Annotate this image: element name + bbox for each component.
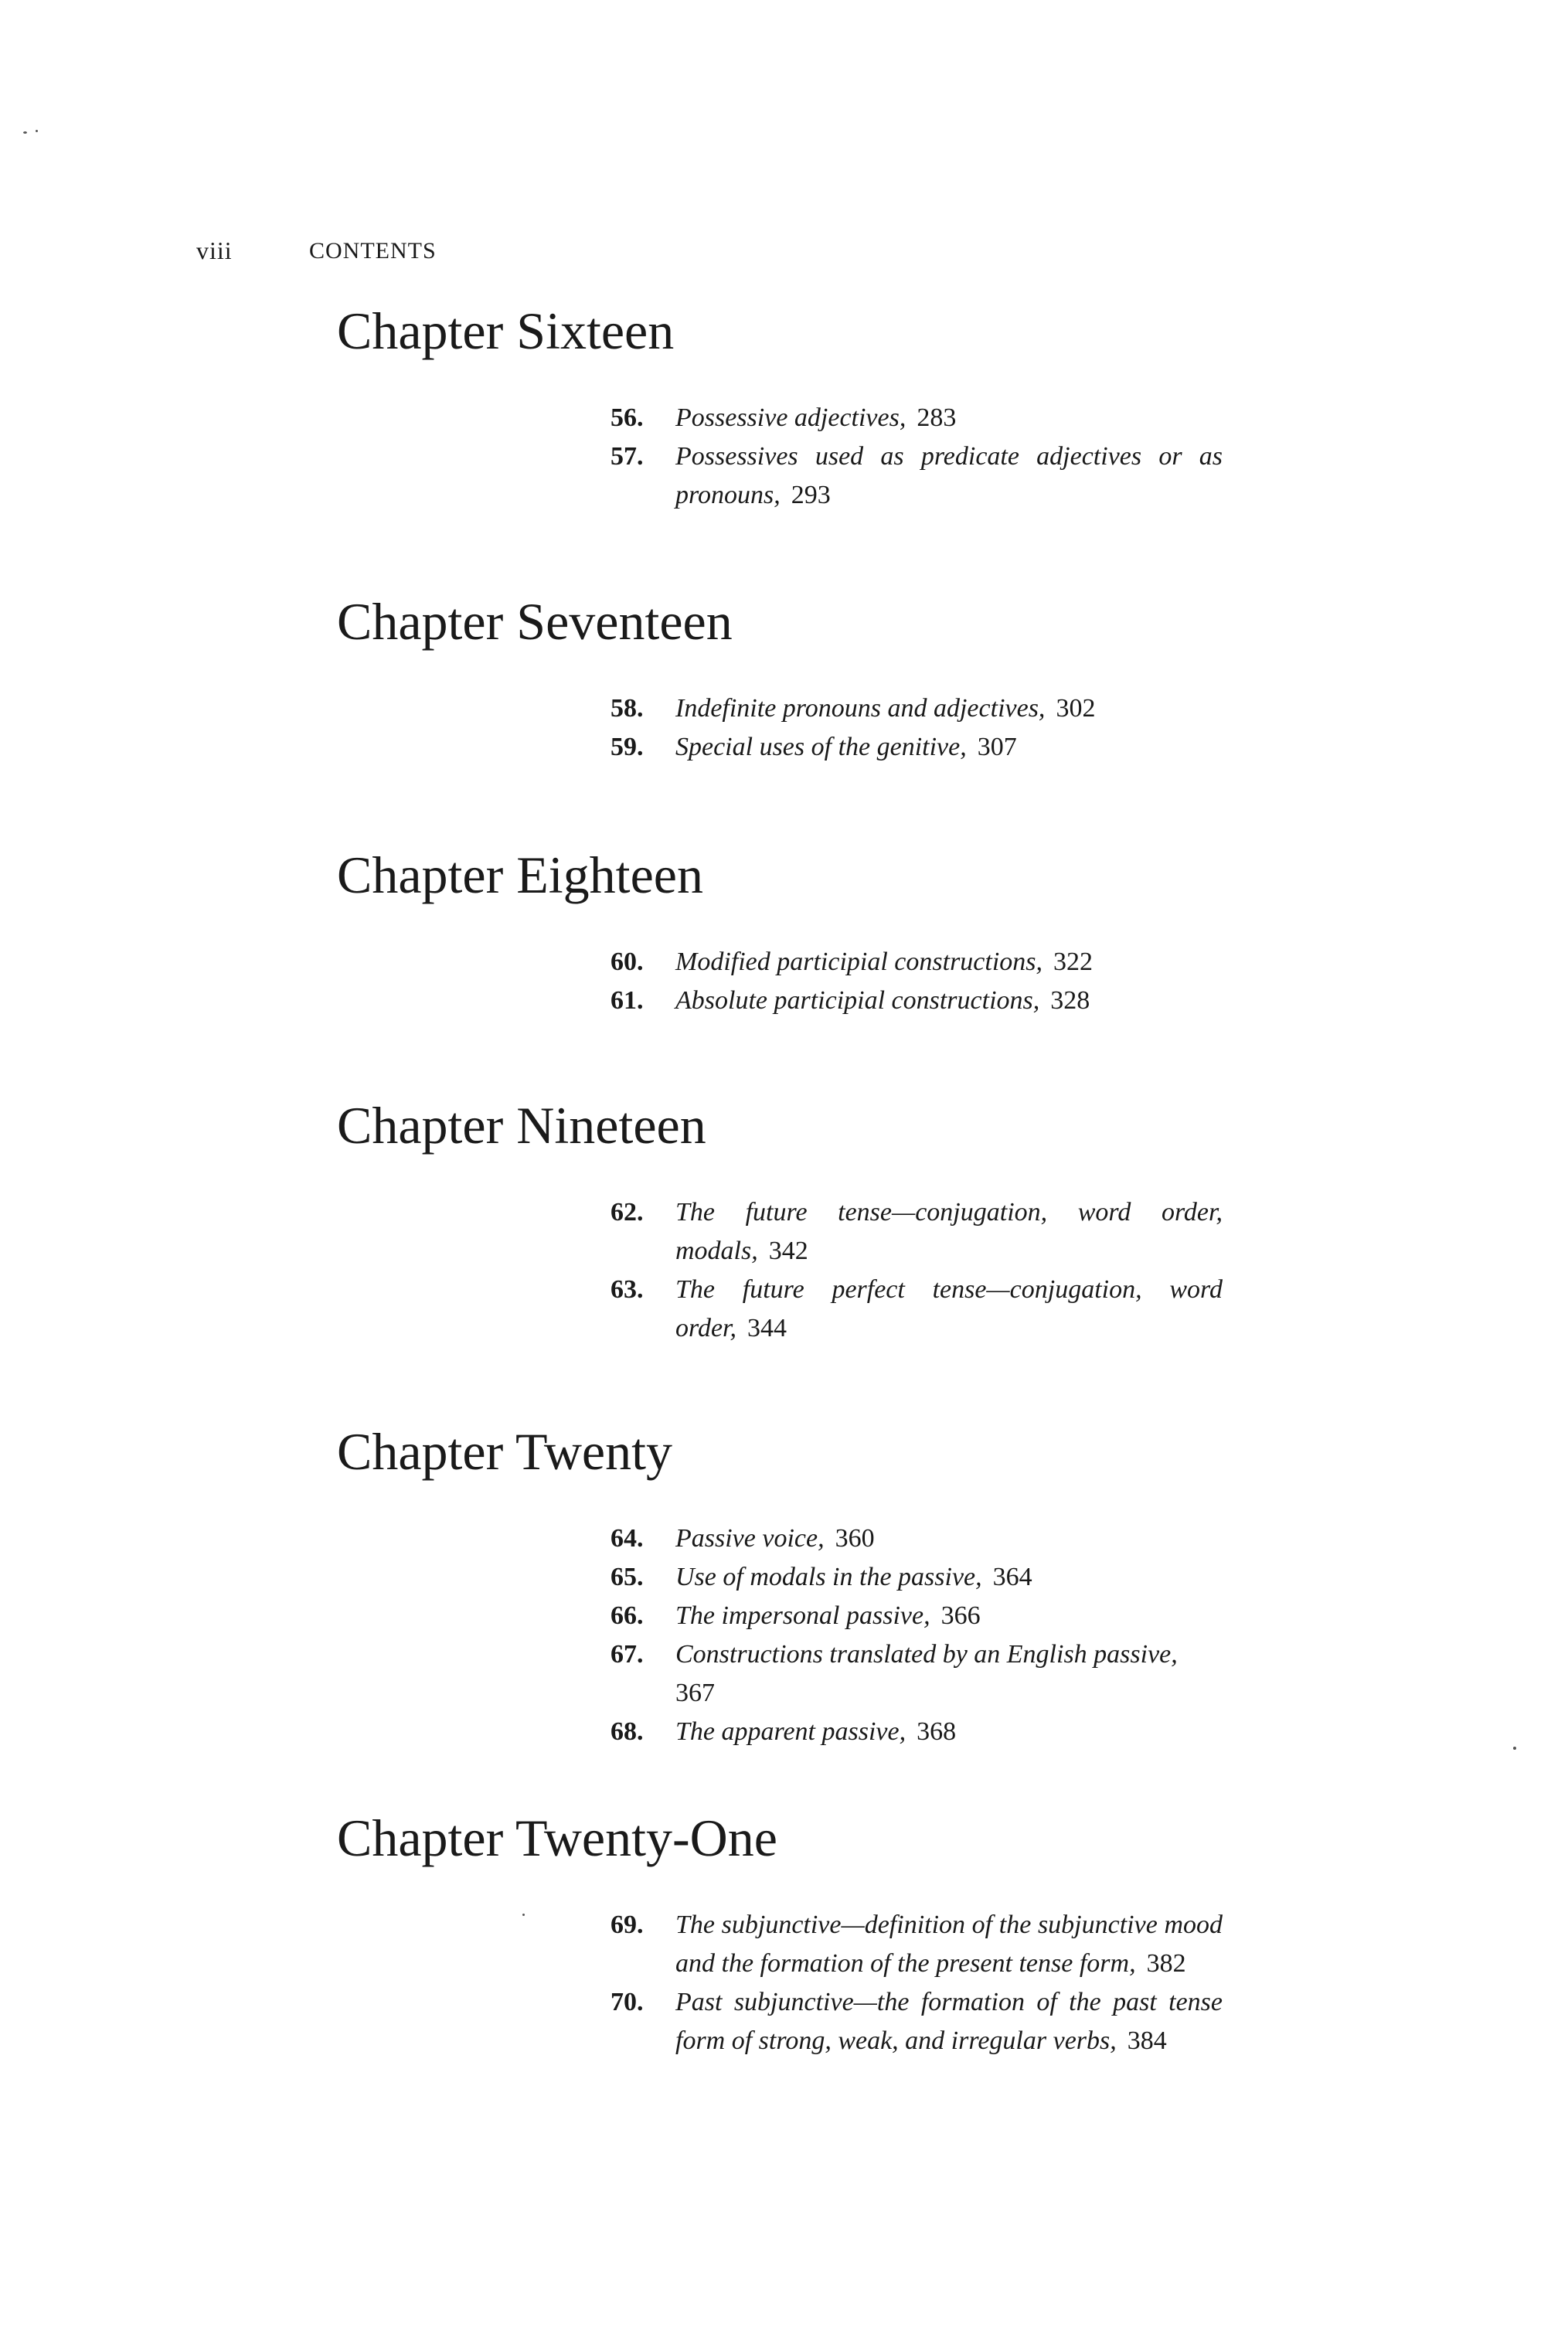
section-number: 69.: [611, 1911, 644, 1939]
section-title: Absolute participial constructions,: [675, 986, 1040, 1015]
section-title: Special uses of the genitive,: [675, 733, 967, 761]
section-list: [589, 943, 1223, 1020]
section-number: 64.: [611, 1524, 644, 1553]
chapter-title: Chapter Eighteen: [337, 846, 703, 904]
section-page: 293: [791, 481, 831, 509]
section-list: [589, 1519, 1223, 1751]
section-number: 56.: [611, 403, 644, 432]
chapter-title: Chapter Nineteen: [337, 1096, 706, 1155]
section-entry[interactable]: [589, 1906, 1223, 1983]
chapter-eighteen: [337, 844, 1311, 1020]
section-list: [589, 1193, 1223, 1348]
section-page: 382: [1146, 1949, 1186, 1978]
chapter-title: Chapter Twenty-One: [337, 1808, 777, 1867]
section-title: Possessives used as predicate adjectives or as pronouns,: [675, 442, 1223, 509]
section-entry[interactable]: [589, 728, 1223, 767]
section-page: 342: [768, 1237, 808, 1265]
running-head: CONTENTS: [309, 238, 437, 264]
section-title: The future tense—conjugation, word order, modals,: [675, 1198, 1223, 1265]
section-title: The impersonal passive,: [675, 1601, 930, 1630]
section-title: The apparent passive,: [675, 1717, 906, 1746]
section-entry[interactable]: [589, 1597, 1223, 1635]
section-title: Constructions translated by an English passive,: [675, 1640, 1178, 1669]
chapter-twenty: [337, 1421, 1311, 1751]
section-page: 364: [992, 1563, 1032, 1591]
section-page: 322: [1053, 948, 1094, 976]
chapter-title: Chapter Sixteen: [337, 301, 675, 360]
section-title: Possessive adjectives,: [675, 403, 906, 432]
section-entry[interactable]: [589, 437, 1223, 515]
section-page: 368: [917, 1717, 957, 1746]
section-page: 283: [917, 403, 957, 432]
chapter-nineteen: [337, 1094, 1311, 1348]
section-entry[interactable]: [589, 1519, 1223, 1558]
section-entry[interactable]: [589, 1271, 1223, 1348]
section-number: 68.: [611, 1717, 644, 1746]
section-entry[interactable]: [589, 1983, 1223, 2060]
section-page: 344: [747, 1314, 787, 1342]
section-number: 67.: [611, 1640, 644, 1669]
section-number: 62.: [611, 1198, 644, 1227]
page-number: viii: [196, 236, 233, 264]
section-number: 59.: [611, 733, 644, 761]
section-title: The future perfect tense—conjugation, word order,: [675, 1275, 1223, 1342]
chapter-title: Chapter Twenty: [337, 1422, 672, 1481]
section-number: 65.: [611, 1563, 644, 1591]
section-number: 58.: [611, 694, 644, 723]
section-page: 366: [940, 1601, 981, 1630]
section-entry[interactable]: [589, 943, 1223, 982]
section-entry[interactable]: [589, 1193, 1223, 1271]
section-title: Indefinite pronouns and adjectives,: [675, 694, 1046, 723]
section-entry[interactable]: [589, 1713, 1223, 1751]
section-page: 360: [835, 1524, 875, 1553]
section-entry[interactable]: [589, 1558, 1223, 1597]
scan-speck: [1513, 1747, 1516, 1750]
section-page: 307: [977, 733, 1017, 761]
section-title: Use of modals in the passive,: [675, 1563, 982, 1591]
chapter-seventeen: [337, 590, 1311, 767]
chapter-twenty-one: [337, 1807, 1311, 2060]
section-list: [589, 1906, 1223, 2060]
section-number: 61.: [611, 986, 644, 1015]
section-title: The subjunctive—definition of the subjunctive mood and the formation of the present tense form,: [675, 1911, 1223, 1978]
section-number: 63.: [611, 1275, 644, 1304]
section-number: 57.: [611, 442, 644, 471]
section-page: 384: [1127, 2026, 1167, 2055]
section-title: Past subjunctive—the formation of the past tense form of strong, weak, and irregular verbs,: [675, 1988, 1223, 2055]
scan-speck: [36, 130, 38, 132]
section-number: 70.: [611, 1988, 644, 2016]
chapter-sixteen: [337, 300, 1311, 515]
section-title: Passive voice,: [675, 1524, 825, 1553]
section-entry[interactable]: [589, 1635, 1223, 1713]
section-number: 60.: [611, 948, 644, 976]
section-page: 328: [1050, 986, 1090, 1015]
section-page: 367: [675, 1679, 715, 1707]
section-entry[interactable]: [589, 399, 1223, 437]
scan-speck: [23, 131, 27, 134]
section-number: 66.: [611, 1601, 644, 1630]
section-list: [589, 689, 1223, 767]
section-page: 302: [1056, 694, 1096, 723]
section-entry[interactable]: [589, 982, 1223, 1020]
section-title: Modified participial constructions,: [675, 948, 1043, 976]
section-list: [589, 399, 1223, 515]
section-entry[interactable]: [589, 689, 1223, 728]
chapter-title: Chapter Seventeen: [337, 592, 733, 651]
